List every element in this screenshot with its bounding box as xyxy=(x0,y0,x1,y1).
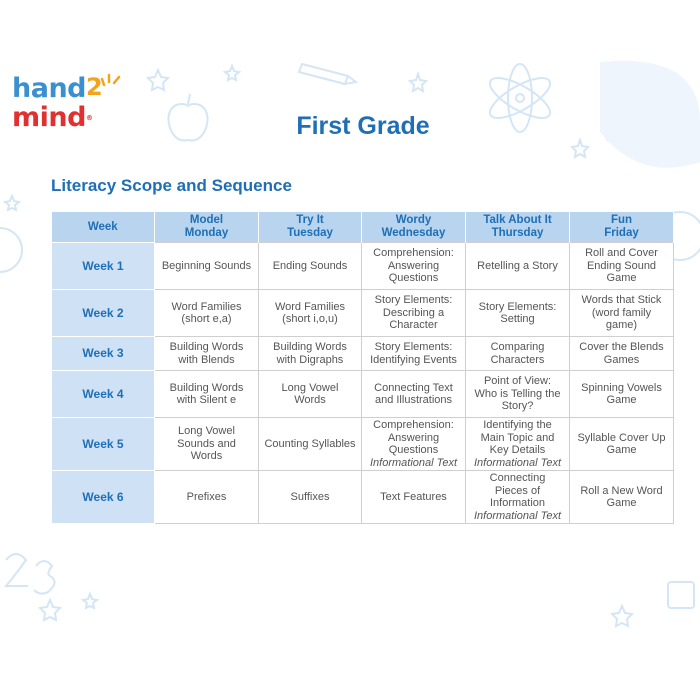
activity-text: Words xyxy=(294,394,326,406)
table-cell-thursday xyxy=(466,290,570,337)
week-label: Week 4 xyxy=(52,371,155,418)
activity-text: Connecting xyxy=(489,472,546,484)
table-cell-friday xyxy=(570,418,674,471)
column-header-thursday xyxy=(466,212,570,243)
activity-text: Roll and Cover xyxy=(585,247,658,260)
activity-text: Word Families xyxy=(171,300,242,313)
star-icon xyxy=(5,196,19,210)
activity-text: Answering xyxy=(387,431,440,444)
column-header-monday xyxy=(155,212,259,243)
activity-text: Point of View: xyxy=(483,375,552,388)
table-cell-wednesday xyxy=(362,243,466,290)
star-icon xyxy=(572,140,588,157)
activity-text: Story Elements: xyxy=(478,300,557,313)
activity-text: Syllable Cover Up xyxy=(577,431,666,444)
activity-text: Cover the Blends xyxy=(579,341,664,353)
activity-text: Who is Telling the xyxy=(474,387,561,400)
table-cell-wednesday xyxy=(362,418,466,471)
activity-text: Counting Syllables xyxy=(264,437,356,450)
table-row xyxy=(52,471,674,524)
table-cell-monday xyxy=(155,418,259,471)
table-cell-thursday xyxy=(466,471,570,524)
table-row xyxy=(52,418,674,471)
activity-text: and Illustrations xyxy=(374,394,453,406)
table-cell-monday xyxy=(155,471,259,524)
activity-text: Pieces of xyxy=(494,484,541,497)
star-icon xyxy=(40,600,60,620)
registered-mark: ® xyxy=(85,114,93,122)
activity-text: Ending Sound xyxy=(586,259,657,272)
activity-text: Games xyxy=(603,353,640,366)
activity-text: with Silent e xyxy=(176,394,237,406)
star-icon xyxy=(410,74,426,91)
table-cell-monday xyxy=(155,243,259,290)
table-cell-tuesday xyxy=(259,243,362,290)
activity-text: Key Details xyxy=(489,444,546,456)
column-header-tuesday xyxy=(259,212,362,243)
activity-text: Game xyxy=(606,444,637,456)
activity-text: Character xyxy=(389,319,438,332)
star-icon xyxy=(148,70,168,90)
sun-icon xyxy=(100,73,122,93)
column-header-text: Friday xyxy=(604,227,639,239)
activity-text: Words xyxy=(190,450,223,463)
column-header-text: Fun xyxy=(610,214,633,226)
activity-text: game) xyxy=(605,319,638,332)
circle-doodle-icon xyxy=(0,228,22,272)
activity-text: Characters xyxy=(490,353,545,366)
column-header-text: Monday xyxy=(184,227,229,239)
table-cell-thursday xyxy=(466,371,570,418)
week-label: Week 6 xyxy=(52,471,155,524)
activity-text: Words that Stick xyxy=(581,294,662,307)
activity-text: Describing a xyxy=(382,306,445,319)
activity-text: Answering xyxy=(387,259,440,272)
activity-text: Story? xyxy=(501,400,534,413)
table-cell-friday xyxy=(570,471,674,524)
activity-text: with Blends xyxy=(178,353,235,366)
informational-text-note: Informational Text xyxy=(473,456,562,469)
column-header-text: Talk About It xyxy=(483,214,552,226)
table-cell-wednesday xyxy=(362,471,466,524)
table-cell-thursday xyxy=(466,337,570,371)
scope-and-sequence-table xyxy=(51,212,674,524)
star-icon xyxy=(83,594,97,608)
numbers-doodle-icon xyxy=(6,554,55,594)
activity-text: with Digraphs xyxy=(276,353,344,366)
column-header-friday xyxy=(570,212,674,243)
table-cell-wednesday xyxy=(362,337,466,371)
activity-text: (word family xyxy=(591,306,652,319)
activity-text: Game xyxy=(606,272,637,285)
activity-text: Game xyxy=(606,394,637,406)
table-cell-friday xyxy=(570,337,674,371)
informational-text-note: Informational Text xyxy=(369,456,458,469)
activity-text: Long Vowel xyxy=(281,381,339,394)
activity-text: (short e,a) xyxy=(181,313,232,325)
table-row xyxy=(52,371,674,418)
star-icon xyxy=(225,66,239,80)
table-cell-thursday xyxy=(466,418,570,471)
activity-text: Setting xyxy=(500,313,535,325)
pencil-icon xyxy=(299,64,356,84)
table-cell-thursday xyxy=(466,243,570,290)
activity-text: Spinning Vowels xyxy=(581,381,662,394)
week-label: Week 2 xyxy=(52,290,155,337)
activity-text: Connecting Text xyxy=(374,381,453,394)
page-title: First Grade xyxy=(296,112,430,140)
week-label: Week 1 xyxy=(52,243,155,290)
table-cell-friday xyxy=(570,290,674,337)
table-cell-friday xyxy=(570,371,674,418)
table-cell-tuesday xyxy=(259,290,362,337)
activity-text: Comprehension: xyxy=(373,247,454,260)
activity-text: Ending Sounds xyxy=(272,259,348,272)
activity-text: (short i,o,u) xyxy=(282,313,338,325)
brand-part-2: 2 xyxy=(86,73,103,101)
activity-text: Beginning Sounds xyxy=(161,259,252,272)
column-header-text: Tuesday xyxy=(287,227,333,239)
week-label: Week 5 xyxy=(52,418,155,471)
activity-text: Comparing xyxy=(490,341,545,353)
table-cell-tuesday xyxy=(259,418,362,471)
activity-text: Story Elements: xyxy=(374,294,453,307)
activity-text: Story Elements: xyxy=(374,341,453,353)
table-cell-tuesday xyxy=(259,371,362,418)
table-row xyxy=(52,337,674,371)
activity-text: Long Vowel xyxy=(178,425,235,438)
table-cell-tuesday xyxy=(259,337,362,371)
column-header-week xyxy=(52,212,155,243)
column-header-text: Model xyxy=(189,214,224,226)
activity-text: Sounds and xyxy=(177,437,236,450)
column-header-text: Thursday xyxy=(491,227,544,239)
activity-text: Identifying the xyxy=(483,419,552,431)
activity-text: Roll a New Word xyxy=(580,484,663,497)
activity-text: Suffixes xyxy=(290,490,330,503)
brand-part-hand: hand xyxy=(12,73,86,104)
activity-text: Information xyxy=(489,497,546,509)
activity-text: Word Families xyxy=(274,300,346,313)
table-cell-monday xyxy=(155,371,259,418)
activity-text: Building Words xyxy=(273,341,347,353)
column-header-text: Wordy xyxy=(395,214,432,226)
table-header-row xyxy=(52,212,674,243)
table-row xyxy=(52,290,674,337)
activity-text: Retelling a Story xyxy=(477,259,558,272)
activity-text: Game xyxy=(606,497,637,509)
square-doodle-icon xyxy=(668,582,694,608)
brand-part-mind: mind xyxy=(12,102,86,133)
informational-text-note: Informational Text xyxy=(473,509,562,522)
column-header-text: Week xyxy=(87,220,118,233)
week-label: Week 3 xyxy=(52,337,155,371)
activity-text: Prefixes xyxy=(186,490,227,503)
table-cell-monday xyxy=(155,337,259,371)
star-icon xyxy=(612,606,632,626)
column-header-text: Try It xyxy=(296,214,324,226)
table-cell-friday xyxy=(570,243,674,290)
activity-text: Comprehension: xyxy=(373,419,454,431)
activity-text: Building Words xyxy=(169,341,244,353)
activity-text: Main Topic and xyxy=(480,431,555,444)
activity-text: Text Features xyxy=(380,490,447,503)
table-cell-monday xyxy=(155,290,259,337)
activity-text: Identifying Events xyxy=(370,353,457,366)
table-cell-wednesday xyxy=(362,371,466,418)
table-row xyxy=(52,243,674,290)
activity-text: Questions xyxy=(388,444,439,456)
table-cell-wednesday xyxy=(362,290,466,337)
activity-text: Questions xyxy=(388,272,439,285)
section-title: Literacy Scope and Sequence xyxy=(51,176,292,195)
column-header-text: Wednesday xyxy=(381,227,446,239)
table-cell-tuesday xyxy=(259,471,362,524)
activity-text: Building Words xyxy=(169,381,244,394)
column-header-wednesday xyxy=(362,212,466,243)
